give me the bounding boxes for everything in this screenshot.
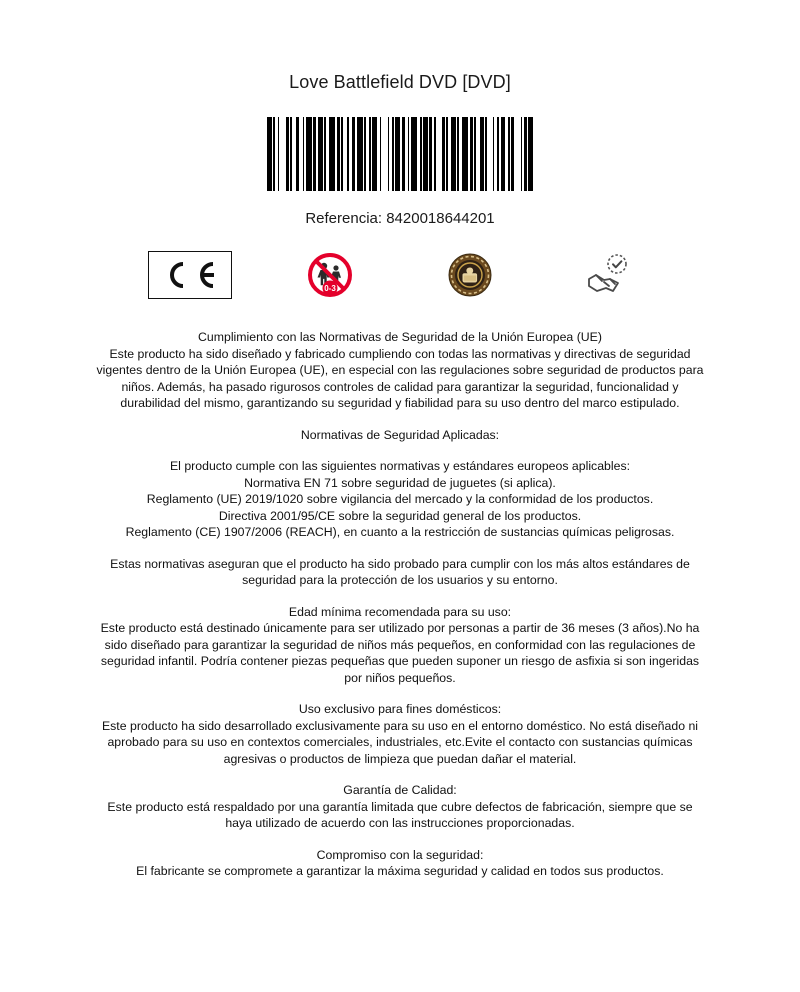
section-line: Este producto está destinado únicamente para ser utilizado por personas a partir de 36 meses (3 años).No ha [100, 621, 700, 635]
section-line: durabilidad del mismo, garantizando su seguridad y fiabilidad para su uso dentro del marco estipulado. [120, 396, 680, 410]
section-line: Edad mínima recomendada para su uso: [288, 604, 512, 619]
section-line: Reglamento (UE) 2019/1020 sobre vigilancia del mercado y la conformidad de los productos. [146, 492, 654, 506]
section-line: vigentes dentro de la Unión Europea (UE), en especial con las regulaciones sobre seguridad de productos para [96, 363, 704, 377]
section-line: Reglamento (CE) 1907/2006 (REACH), en cuanto a la restricción de sustancias químicas peligrosas. [125, 525, 675, 539]
quality-seal-icon [447, 252, 493, 298]
section-domestic-use-only [72, 701, 728, 767]
ce-mark-container [148, 251, 232, 299]
section-minimum-age [72, 604, 728, 687]
compliance-text-content [0, 329, 800, 880]
section-line: Directiva 2001/95/CE sobre la seguridad general de los productos. [218, 508, 582, 523]
compliance-icons-row [0, 251, 800, 299]
section-eu-compliance [72, 329, 728, 412]
section-line: Uso exclusivo para fines domésticos: [298, 702, 502, 716]
section-line: Compromiso con la seguridad: [316, 847, 484, 862]
section-standards-summary [72, 556, 728, 589]
section-safety-commitment [72, 847, 728, 880]
section-line: agresivas o productos de limpieza que puedan dañar el material. [223, 751, 577, 766]
no-children-under-3-container [288, 251, 372, 299]
section-line: Normativa EN 71 sobre seguridad de juguetes (si aplica). [244, 475, 556, 490]
section-line: Estas normativas aseguran que el producto ha sido probado para cumplir con los más altos estándares de [110, 556, 690, 571]
section-line: seguridad para la protección de los usuarios y su entorno. [242, 573, 558, 587]
section-line: Normativas de Seguridad Aplicadas: [300, 427, 500, 442]
section-line: aprobado para su uso en contextos comerciales, industriales, etc.Evite el contacto con sustancias químicas [107, 735, 693, 749]
section-quality-warranty [72, 782, 728, 832]
section-line: seguridad infantil. Podría contener piezas pequeñas que pueden suponer un riesgo de asfixia si son ingeridas [100, 654, 700, 668]
section-applied-safety-standards-list [72, 458, 728, 541]
page-title: Love Battlefield DVD [DVD] [289, 72, 511, 92]
svg-text:0-3: 0-3 [324, 284, 336, 294]
handshake-check-icon [584, 252, 636, 298]
no-children-under-3-icon [307, 252, 353, 298]
section-line: Este producto está respaldado por una garantía limitada que cubre defectos de fabricación, siempre que se [107, 799, 693, 814]
quality-seal-container [428, 251, 512, 299]
barcode-container [0, 117, 800, 191]
section-applied-safety-standards-heading [72, 427, 728, 444]
section-line: haya utilizado de acuerdo con las instrucciones proporcionadas. [225, 816, 575, 830]
barcode-bar [528, 117, 533, 191]
handshake-check-container [568, 251, 652, 299]
product-compliance-sheet [0, 72, 800, 992]
reference-number: Referencia: 8420018644201 [305, 210, 495, 227]
section-line: niños. Además, ha pasado rigurosos controles de calidad para garantizar la seguridad, funcionalidad y [121, 379, 679, 394]
section-line: El producto cumple con las siguientes normativas y estándares europeos aplicables: [169, 459, 631, 473]
section-line: Este producto ha sido desarrollado exclusivamente para su uso en el entorno doméstico. No está diseñado ni [101, 718, 699, 733]
section-line: Este producto ha sido diseñado y fabricado cumpliendo con todas las normativas y directivas de seguridad [109, 346, 691, 361]
section-line: Cumplimiento con las Normativas de Seguridad de la Unión Europea (UE) [198, 330, 602, 344]
section-line: Garantía de Calidad: [343, 783, 457, 797]
ce-mark-icon [148, 251, 232, 299]
section-line: El fabricante se compromete a garantizar la máxima seguridad y calidad en todos sus productos. [136, 864, 664, 878]
barcode-image [267, 117, 533, 191]
section-line: sido diseñado para garantizar la seguridad de niños más pequeños, en conformidad con las regulaciones de [104, 637, 696, 652]
section-line: por niños pequeños. [344, 670, 456, 685]
